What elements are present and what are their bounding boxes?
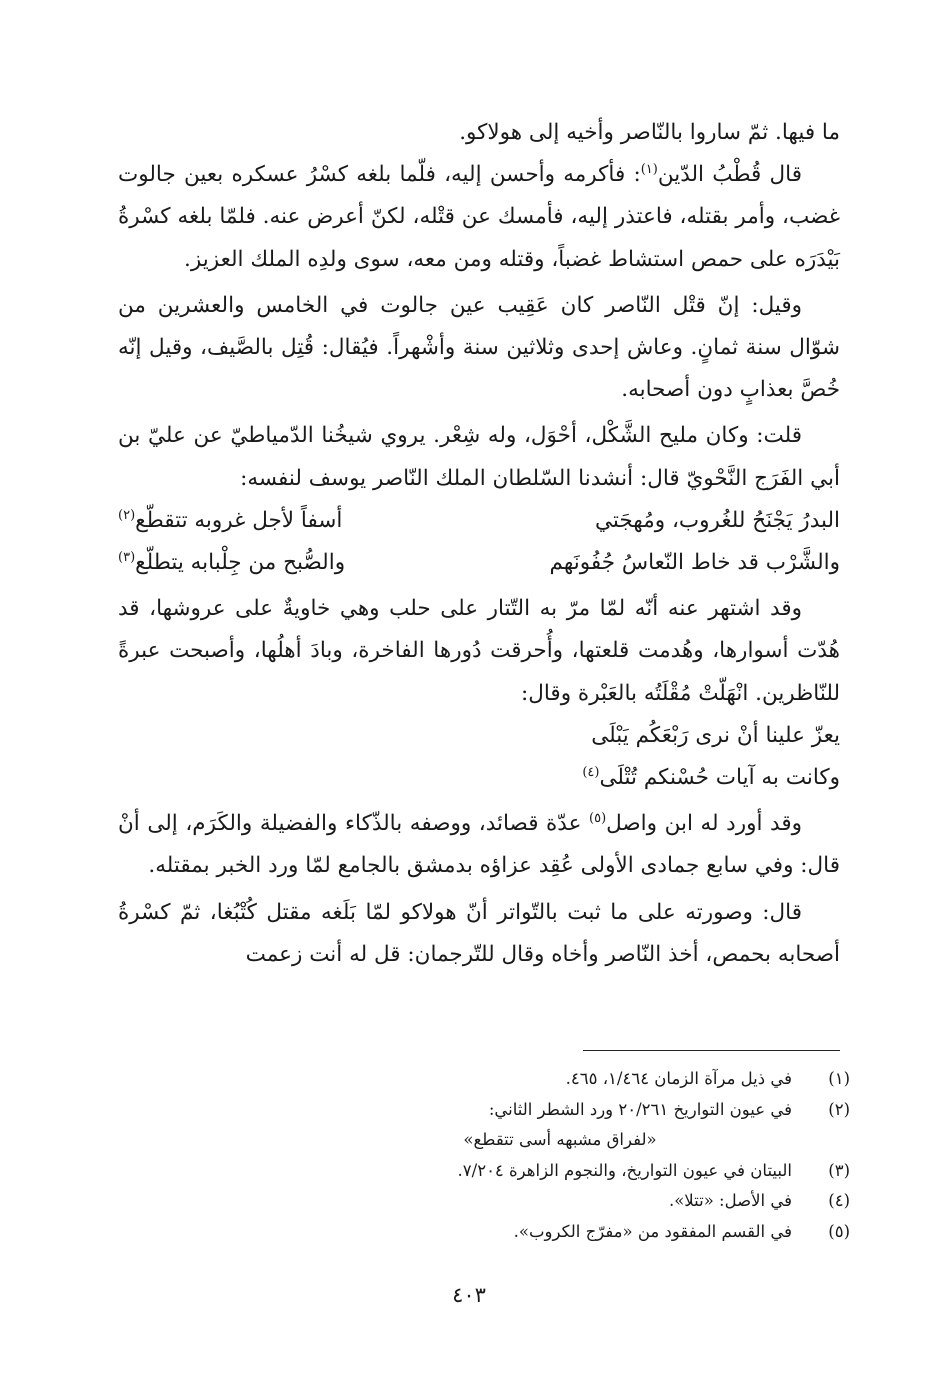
footnote-4 <box>150 1186 850 1217</box>
footnote-number: (١) <box>828 1069 850 1088</box>
paragraph-6-rest: عدّة قصائد، ووصفه بالذّكاء والفضيلة والكَرَم، إلى أنْ قال: وفي سابع جمادى الأولى عُقِد عزاؤه بدمشق بالجامع لمّا ورد الخبر بمقتله. <box>118 811 840 879</box>
paragraph-4: قلت: وكان مليح الشَّكْل، أحْوَل، وله شِعْر. يروي شيخُنا الدّمياطيّ عن عليّ بن أبي الفَرَج النَّحْويّ قال: أنشدنا السّلطان الملك النّاصر يوسف لنفسه: <box>118 423 840 491</box>
poem-line-2: وكانت به آيات حُسْنكم تُتْلَى$^{(٤)}$ <box>582 764 840 791</box>
footnote-3 <box>150 1156 850 1187</box>
footnote-ref-2: (٢) <box>118 507 136 523</box>
footnote-ref-3: (٣) <box>118 549 136 565</box>
footnote-5 <box>150 1217 850 1248</box>
footnote-divider <box>583 1050 840 1051</box>
paragraph-3: وقيل: إنّ قتْل النّاصر كان عَقِيب عين جالوت في الخامس والعشرين من شوّال سنة ثمانٍ. وعاش إحدى وثلاثين سنة وأشْهراً. فيُقال: قُتِل بالصَّيف، وقيل إنّه خُصَّ بعذابٍ دون أصحابه. <box>118 292 840 403</box>
poem-line-1: يعزّ علينا أنْ نرى رَبْعَكُم يَبْلَى <box>591 722 840 748</box>
footnote-number: (٤) <box>828 1191 850 1210</box>
footnote-text: في عيون التواريخ ٢٠/٢٦١ ورد الشطر الثاني: <box>488 1099 792 1119</box>
footnote-number: (٥) <box>828 1221 850 1241</box>
main-text <box>118 112 840 976</box>
verse-1-first-hemistich: البدرُ يَجْنَحُ للغُروب، ومُهجَتي <box>595 507 840 533</box>
footnote-number: (٢) <box>828 1099 850 1119</box>
paragraph-7: قال: وصورته على ما ثبت بالتّواتر أنّ هولاكو لمّا بَلَغه مقتل كُتْبُغا، ثمّ كسْرةُ أصحابه بحمص، أخذ النّاصر وأخاه وقال للتّرجمان: قل له أنت زعمت <box>118 899 840 967</box>
verse-2-first-hemistich: والشَّرْب قد خاط النّعاسُ جُفُونَهم <box>549 550 840 576</box>
footnote-text: في الأصل: «تتلا». <box>668 1191 792 1210</box>
footnote-2-verse: «لفراق مشبهه أسى تتقطع» <box>463 1130 657 1149</box>
footnote-text: في القسم المفقود من «مفرّج الكروب». <box>513 1221 792 1241</box>
page-number: ٤٠٣ <box>452 1283 486 1307</box>
footnote-ref-1: (١) <box>640 162 658 178</box>
verse-1-second-hemistich: أسفاً لأجل غروبه تتقطّع$^{(٢)}$ <box>118 507 343 533</box>
footnotes <box>150 1064 850 1247</box>
verse-2-second-hemistich: والصُّبح من جِلْبابه يتطلّع$^{(٣)}$ <box>118 549 346 576</box>
footnote-2 <box>150 1095 850 1126</box>
paragraph-6-start: وقد أورد له ابن واصل <box>606 811 802 837</box>
paragraph-6 <box>118 803 840 887</box>
paragraph-1: ما فيها. ثمّ ساروا بالنّاصر وأخيه إلى هولاكو. <box>459 120 840 145</box>
verse-line-2 <box>118 542 840 584</box>
verse-line-1 <box>118 500 840 542</box>
paragraph-2 <box>118 154 840 281</box>
paragraph-2-rest: : فأكرمه وأحسن إليه، فلّما بلغه كسْرُ عسكره بعين جالوت غضب، وأمر بقتله، فاعتذر إليه، فأمسك عن قتْله، لكنّ أعرض عنه. فلمّا بلغه كسْرةُ بَيْدَرَه على حمص استشاط غضباً، وقتله ومن معه، سوى ولدِه الملك العزيز. <box>118 162 840 272</box>
paragraph-2-start: قال قُطْبُ الدّين <box>657 162 802 188</box>
footnote-number: (٣) <box>828 1160 850 1180</box>
footnote-text: في ذيل مرآة الزمان ١/٤٦٤، ٤٦٥. <box>565 1069 792 1088</box>
footnote-1 <box>150 1064 850 1095</box>
footnote-ref-4: (٤) <box>582 764 600 780</box>
footnote-text: البيتان في عيون التواريخ، والنجوم الزاهرة ٧/٢٠٤. <box>457 1160 792 1180</box>
footnote-ref-5: (٥) <box>589 811 607 827</box>
paragraph-5: وقد اشتهر عنه أنّه لمّا مرّ به التّتار على حلب وهي خاويةٌ على عروشها، قد هُدّت أسوارها، وهُدمت قلعتها، وأُحرقت دُورها الفاخرة، وبادَ أهلُها، وأصبحت عبرةً للنّاظرين. انْهَلّتْ مُقْلَتُه بالعَبْرة وقال: <box>118 596 840 706</box>
